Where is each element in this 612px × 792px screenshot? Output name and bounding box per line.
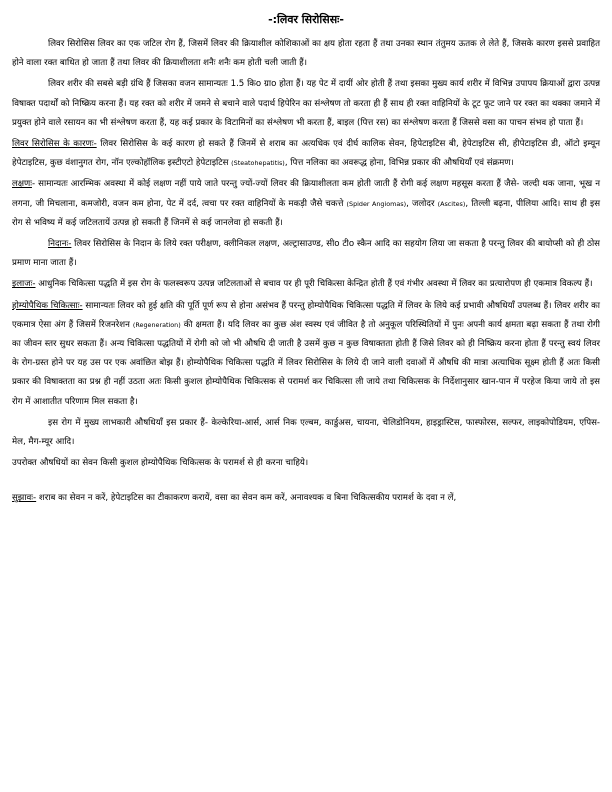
diagnosis-paragraph [12, 235, 600, 273]
symptoms-eng-term-2: (Ascites) [437, 199, 466, 208]
symptoms-heading: लक्षणः [12, 179, 32, 190]
homeopathy-eng-term: (Regeneration) [132, 320, 181, 329]
causes-paragraph [12, 135, 600, 173]
causes-text-1: लिवर सिरोसिस के कई कारण हो सकते हैं जिनमें से शराब का अत्यधिक एवं दीर्घ कालिक सेवन, हिपेटाइटिस बी, हेपेटाइटिस सी, हीपेटाइटिस डी, ऑटो इम्यून हेपेटाइटिस, कुछ वंशानुगत रोग, नॉन एल्कोहॉलिक इस्टीएटो हेपेटाइटिस [12, 139, 601, 169]
symptoms-paragraph [12, 175, 600, 233]
causes-heading: लिवर सिरोसिस के कारणः- [12, 139, 97, 150]
symptoms-eng-term-1: (Spider Angiomas) [346, 199, 407, 208]
suggestions-text: शराब का सेवन न करें, हेपेटाइटिस का टीकाकरण करायें, वसा का सेवन कम करें, अनावश्यक व बिना चिकित्सकीय परामर्श के दवा न लें, [36, 493, 457, 504]
homeopathy-heading: होम्योपैथिक चिकित्साः- [12, 300, 83, 311]
page-title: -:लिवर सिरोसिसः- [268, 13, 344, 26]
homeopathy-paragraph [12, 297, 600, 412]
homeopathy-text-2: की क्षमता हैं। यदि लिवर का कुछ अंश स्वस्थ एवं जीवित है तो अनुकूल परिस्थितियों में पुनः अपनी कार्य क्षमता बढ़ा सकता हैं तथा रोगी का जीवन स्तर सुधर सकता हैं। अन्य चिकित्सा पद्धतियों में रोगी को जो भी औषधि दी जाती है उसमें कुछ न कुछ विषाक्तता होती हैं जिसे लिवर को ही निष्क्रिय करना होता हैं परन्तु स्वयं लिवर के रोग-ग्रस्त होने पर यह उस पर एक अवांछित बोझ हैं। होम्योपैथिक चिकित्सा पद्धति में लिवर सिरोसिस के लिये दी जाने वाली दवाओं में औषधि की मात्रा अत्याधिक सूक्ष्म होती हैं अतः किसी प्रकार की विषाक्तता का प्रश्न ही नहीं उठता अतः किसी कुशल होम्योपैथिक चिकित्सक से परामर्श कर चिकित्सा ली जाये तथा चिकित्सक के निर्देशानुसार खान-पान में परहेज किया जाये तो इस रोग में आशातीत परिणाम मिल सकता है। [12, 319, 600, 407]
diagnosis-text: लिवर सिरोसिस के निदान के लिये रक्त परीक्षण, क्लीनिकल लक्षण, अल्ट्रासाउण्ड, सीo टीo स्कैन आदि का सहयोग लिया जा सकता है परन्तु लिवर की बायोप्सी को ही ठोस प्रमाण माना जाता हैं। [12, 239, 600, 269]
causes-eng-term: (Steatohepatitis) [231, 159, 285, 168]
treatment-text: आधुनिक चिकित्सा पद्धति में इस रोग के फलस्वरूप उत्पन्न जटिलताओं से बचाव पर ही पूरी चिकित्सा केन्द्रित होती हैं एवं गंभीर अवस्था में लिवर का प्रत्यारोपण ही एकमात्र विकल्प हैं। [35, 279, 593, 290]
intro-paragraph-2: लिवर शरीर की सबसे बड़ी ग्रंथि हैं जिसका वजन सामान्यतः 1.5 किo ग्राo होता हैं। यह पेट में दायीं ओर होती हैं तथा इसका मुख्य कार्य शरीर में विभिन्न उपापय क्रियाओं द्वारा उत्पन्न विषाक्त पदार्थों को निष्क्रिय करना हैं। यह रक्त को शरीर में जमने से बचाने वाले पदार्थ हिपेरिन का संश्लेषण तो करता ही हैं साथ ही रक्त वाहिनियों के टूट फूट जाने पर रक्त का थक्का जमाने में प्रयुक्त होने वाले रसायन का भी संश्लेषण करता हैं, यह कई प्रकार के विटामिनों का संश्लेषण भी करता हैं, बाइल (पित्त रस) का संश्लेषण करता हैं जिससे वसा का पाचन संभव हो पाता हैं। [12, 79, 600, 128]
advice-paragraph: उपरोक्त औषधियों का सेवन किसी कुशल होम्योपैथिक चिकित्सक के परामर्श से ही करना चाहिये। [12, 458, 309, 469]
symptoms-text-3: , तिल्ली बढ़ना, पीलिया आदि। साथ ही इस रोग से भविष्य में कई जटिलतायें उत्पन्न हो सकती हैं जिनमें से कई जानलेवा हो सकती हैं। [12, 198, 601, 228]
causes-text-2: , पित्त नलिका का अवरूद्ध होना, विभिन्न प्रकार की औषधियाँ एवं संक्रमण। [284, 158, 514, 169]
diagnosis-heading: निदानः- [48, 239, 72, 250]
treatment-heading: इलाजः- [12, 279, 36, 290]
suggestions-paragraph [12, 489, 600, 508]
treatment-paragraph [12, 275, 600, 294]
symptoms-text-1: - सामान्यतः आरम्भिक अवस्था में कोई लक्षण नहीं पाये जाते परन्तु ज्यों-ज्यों लिवर की क्रियाशीलता कम होती जाती हैं रोगी कई लक्षण महसूस करता हैं जैसे- जल्दी थक जाना, भूख न लगना, जी मिचलाना, कमजोरी, वजन कम होना, पेट में दर्द, त्वचा पर रक्त वाहिनियों के मकड़ी जैसे चकत्ते [12, 179, 600, 209]
intro-paragraph-1: लिवर सिरोसिस लिवर का एक जटिल रोग हैं, जिसमें लिवर की क्रियाशील कोशिकाओं का क्षय होता रहता हैं तथा उनका स्थान तंतुमय ऊतक ले लेते हैं, जिसके कारण इससे प्रवाहित होने वाला रक्त बाधित हो जाता हैं तथा लिवर की क्रियाशीलता शनैः शनैः कम होती चली जाती हैं। [12, 39, 600, 69]
homeopathy-text-1: सामान्यतः लिवर को हुई क्षति की पूर्ति पूर्ण रूप से होना असंभव हैं परन्तु होम्योपैथिक चिकित्सा पद्धति में लिवर के लिये कई प्रभावी औषधियाँ उपलब्ध हैं। लिवर शरीर का एकमात्र ऐसा अंग हैं जिसमें रिजनरेशन [12, 300, 601, 330]
symptoms-text-2: , जलोदर [406, 198, 438, 209]
spacer [12, 475, 600, 489]
suggestions-heading: सुझावः- [12, 493, 37, 504]
medicines-paragraph: इस रोग में मुख्य लाभकारी औषधियाँ इस प्रकार हैं- केल्केरिया-आर्स, आर्स निक एल्बम, कार्डुअस, चायना, चेलिडोनियम, हाइड्रास्टिस, फास्फोरस, सल्फर, लाइकोपोडियम, एपिस-मेल, मैग-म्यूर आदि। [12, 417, 600, 448]
